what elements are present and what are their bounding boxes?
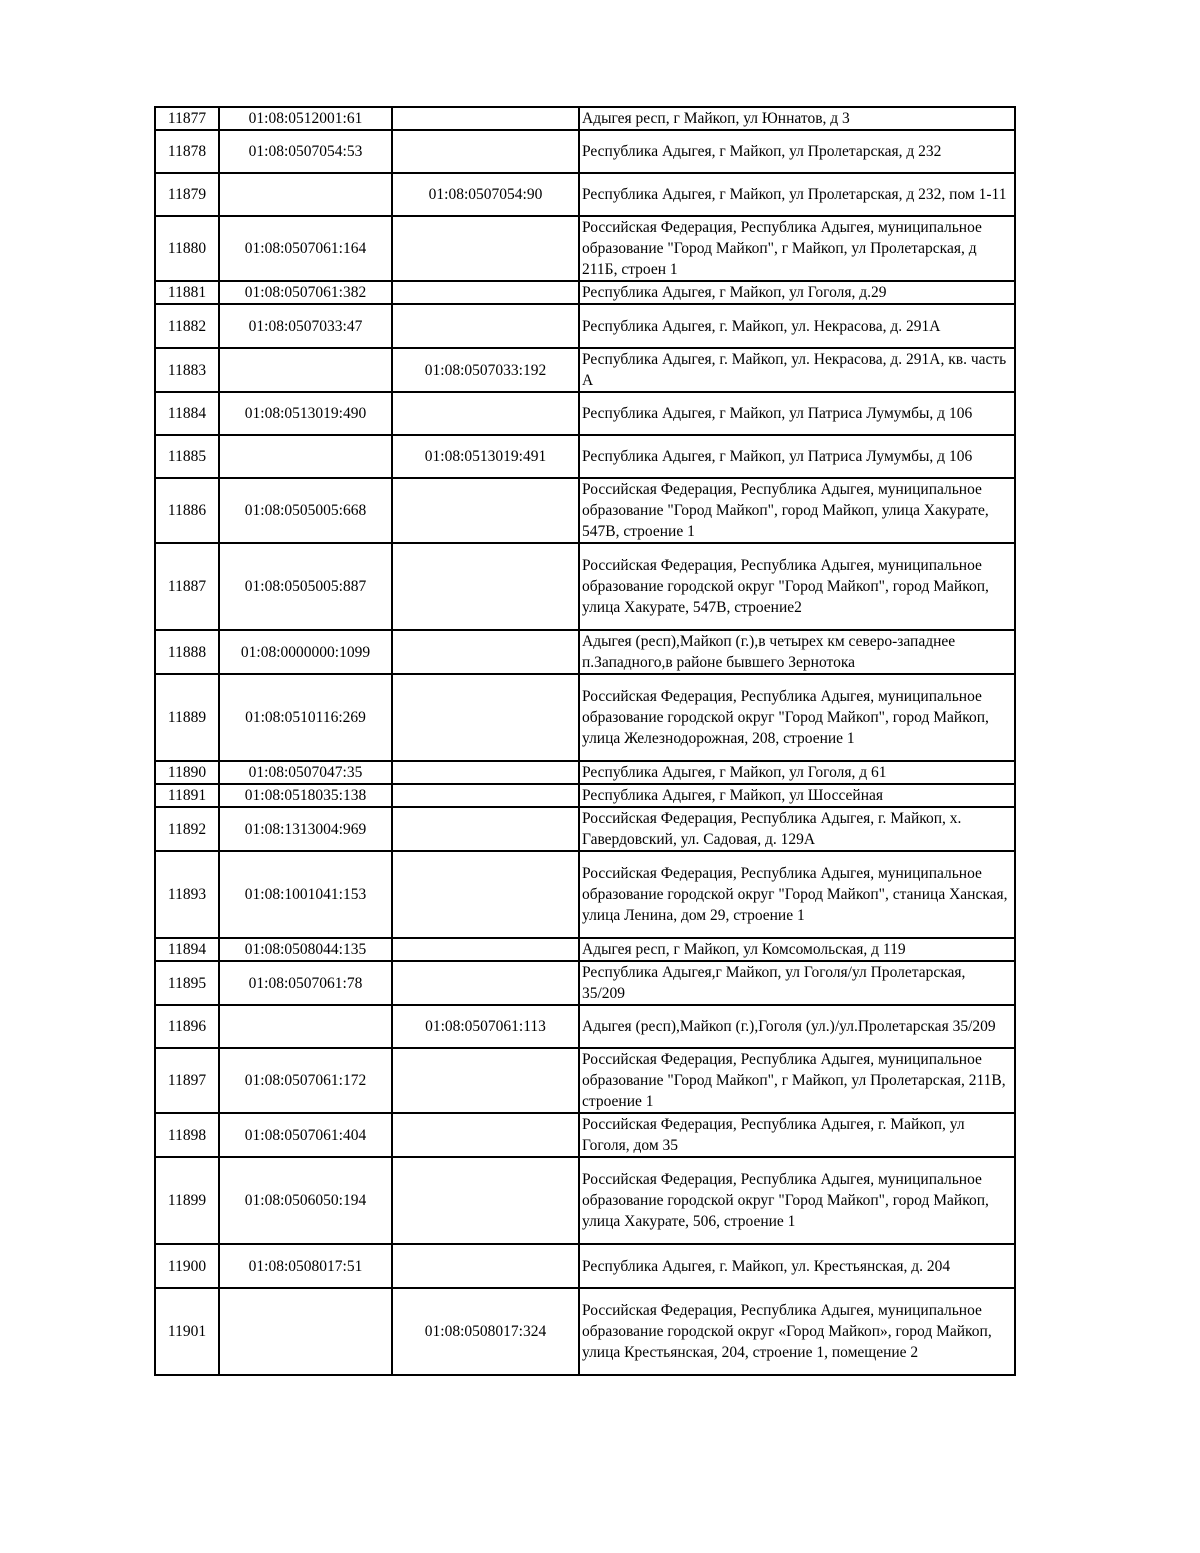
sub-cadastral-number: [392, 392, 579, 435]
cadastral-number: 01:08:0507047:35: [219, 761, 392, 784]
sub-cadastral-number: [392, 130, 579, 173]
table-row: [155, 784, 1015, 807]
table-row: [155, 674, 1015, 761]
table-row: [155, 851, 1015, 938]
cadastral-number: 01:08:0505005:887: [219, 543, 392, 630]
table-row: [155, 392, 1015, 435]
row-number: 11881: [155, 281, 219, 304]
sub-cadastral-number: 01:08:0508017:324: [392, 1288, 579, 1375]
cadastral-number: 01:08:0505005:668: [219, 478, 392, 543]
sub-cadastral-number: 01:08:0513019:491: [392, 435, 579, 478]
row-number: 11890: [155, 761, 219, 784]
row-number: 11885: [155, 435, 219, 478]
address: Российская Федерация, Республика Адыгея, муниципальное образование "Город Майкоп", город Майкоп, улица Хакурате, 547В, строение 1: [579, 478, 1015, 543]
sub-cadastral-number: [392, 304, 579, 348]
table-row: [155, 1288, 1015, 1375]
address: Адыгея респ, г Майкоп, ул Юннатов, д 3: [579, 107, 1015, 130]
table-row: [155, 807, 1015, 851]
row-number: 11901: [155, 1288, 219, 1375]
sub-cadastral-number: 01:08:0507054:90: [392, 173, 579, 216]
cadastral-number: 01:08:1313004:969: [219, 807, 392, 851]
sub-cadastral-number: 01:08:0507033:192: [392, 348, 579, 392]
address: Российская Федерация, Республика Адыгея, г. Майкоп, ул Гоголя, дом 35: [579, 1113, 1015, 1157]
cadastral-number: 01:08:0508017:51: [219, 1244, 392, 1288]
sub-cadastral-number: [392, 851, 579, 938]
cadastral-number: 01:08:1001041:153: [219, 851, 392, 938]
row-number: 11896: [155, 1005, 219, 1048]
address: Республика Адыгея, г. Майкоп, ул. Некрасова, д. 291А: [579, 304, 1015, 348]
cadastral-number: 01:08:0507061:78: [219, 961, 392, 1005]
row-number: 11900: [155, 1244, 219, 1288]
cadastral-number: 01:08:0513019:490: [219, 392, 392, 435]
sub-cadastral-number: [392, 961, 579, 1005]
cadastral-number: 01:08:0000000:1099: [219, 630, 392, 674]
table-row: [155, 961, 1015, 1005]
table-row: [155, 761, 1015, 784]
cadastral-number: [219, 348, 392, 392]
cadastral-number: 01:08:0507061:172: [219, 1048, 392, 1113]
sub-cadastral-number: [392, 784, 579, 807]
cadastral-number: [219, 1005, 392, 1048]
sub-cadastral-number: [392, 478, 579, 543]
sub-cadastral-number: 01:08:0507061:113: [392, 1005, 579, 1048]
address: Республика Адыгея, г Майкоп, ул Гоголя, д 61: [579, 761, 1015, 784]
row-number: 11891: [155, 784, 219, 807]
table-row: [155, 173, 1015, 216]
table-row: [155, 1244, 1015, 1288]
row-number: 11888: [155, 630, 219, 674]
row-number: 11887: [155, 543, 219, 630]
row-number: 11894: [155, 938, 219, 961]
address: Республика Адыгея, г Майкоп, ул Пролетарская, д 232, пом 1-11: [579, 173, 1015, 216]
address: Российская Федерация, Республика Адыгея, муниципальное образование городской округ "Город Майкоп", город Майкоп, улица Хакурате, 506, строение 1: [579, 1157, 1015, 1244]
address: Российская Федерация, Республика Адыгея, г. Майкоп, х. Гавердовский, ул. Садовая, д. 129А: [579, 807, 1015, 851]
address: Российская Федерация, Республика Адыгея, муниципальное образование городской округ "Город Майкоп", город Майкоп, улица Хакурате, 547В, строение2: [579, 543, 1015, 630]
address: Российская Федерация, Республика Адыгея, муниципальное образование "Город Майкоп", г Майкоп, ул Пролетарская, д 211Б, строен 1: [579, 216, 1015, 281]
table-row: [155, 304, 1015, 348]
table-row: [155, 130, 1015, 173]
sub-cadastral-number: [392, 1113, 579, 1157]
table-row: [155, 1157, 1015, 1244]
sub-cadastral-number: [392, 1244, 579, 1288]
table-row: [155, 348, 1015, 392]
sub-cadastral-number: [392, 1157, 579, 1244]
cadastral-number: 01:08:0508044:135: [219, 938, 392, 961]
table-row: [155, 938, 1015, 961]
sub-cadastral-number: [392, 807, 579, 851]
address: Республика Адыгея,г Майкоп, ул Гоголя/ул Пролетарская, 35/209: [579, 961, 1015, 1005]
row-number: 11880: [155, 216, 219, 281]
row-number: 11889: [155, 674, 219, 761]
sub-cadastral-number: [392, 216, 579, 281]
cadastral-number: 01:08:0507061:404: [219, 1113, 392, 1157]
cadastral-number: 01:08:0506050:194: [219, 1157, 392, 1244]
address: Российская Федерация, Республика Адыгея, муниципальное образование городской округ «Город Майкоп», город Майкоп, улица Крестьянская, 204, строение 1, помещение 2: [579, 1288, 1015, 1375]
row-number: 11893: [155, 851, 219, 938]
address: Адыгея респ, г Майкоп, ул Комсомольская, д 119: [579, 938, 1015, 961]
table-row: [155, 630, 1015, 674]
cadastral-number: 01:08:0518035:138: [219, 784, 392, 807]
row-number: 11882: [155, 304, 219, 348]
cadastral-number: 01:08:0507033:47: [219, 304, 392, 348]
row-number: 11884: [155, 392, 219, 435]
cadastral-number: [219, 435, 392, 478]
table-row: [155, 543, 1015, 630]
address: Республика Адыгея, г Майкоп, ул Гоголя, д.29: [579, 281, 1015, 304]
property-registry-table: [154, 106, 1016, 1376]
address: Адыгея (респ),Майкоп (г.),Гоголя (ул.)/ул.Пролетарская 35/209: [579, 1005, 1015, 1048]
table-row: [155, 435, 1015, 478]
cadastral-number: 01:08:0507054:53: [219, 130, 392, 173]
address: Адыгея (респ),Майкоп (г.),в четырех км северо-западнее п.Западного,в районе бывшего Зернотока: [579, 630, 1015, 674]
row-number: 11883: [155, 348, 219, 392]
address: Российская Федерация, Республика Адыгея, муниципальное образование городской округ "Город Майкоп", город Майкоп, улица Железнодорожная, 208, строение 1: [579, 674, 1015, 761]
row-number: 11877: [155, 107, 219, 130]
cadastral-number: 01:08:0507061:164: [219, 216, 392, 281]
address: Республика Адыгея, г. Майкоп, ул. Некрасова, д. 291А, кв. часть А: [579, 348, 1015, 392]
address: Республика Адыгея, г Майкоп, ул Пролетарская, д 232: [579, 130, 1015, 173]
sub-cadastral-number: [392, 107, 579, 130]
table-row: [155, 1113, 1015, 1157]
table-row: [155, 216, 1015, 281]
sub-cadastral-number: [392, 674, 579, 761]
row-number: 11879: [155, 173, 219, 216]
sub-cadastral-number: [392, 543, 579, 630]
table-row: [155, 281, 1015, 304]
cadastral-number: 01:08:0512001:61: [219, 107, 392, 130]
sub-cadastral-number: [392, 281, 579, 304]
address: Российская Федерация, Республика Адыгея, муниципальное образование "Город Майкоп", г Майкоп, ул Пролетарская, 211В, строение 1: [579, 1048, 1015, 1113]
address: Республика Адыгея, г. Майкоп, ул. Крестьянская, д. 204: [579, 1244, 1015, 1288]
row-number: 11895: [155, 961, 219, 1005]
table-row: [155, 1005, 1015, 1048]
row-number: 11878: [155, 130, 219, 173]
table-row: [155, 107, 1015, 130]
row-number: 11898: [155, 1113, 219, 1157]
address: Российская Федерация, Республика Адыгея, муниципальное образование городской округ "Город Майкоп", станица Ханская, улица Ленина, дом 29, строение 1: [579, 851, 1015, 938]
row-number: 11899: [155, 1157, 219, 1244]
sub-cadastral-number: [392, 630, 579, 674]
cadastral-number: 01:08:0507061:382: [219, 281, 392, 304]
sub-cadastral-number: [392, 761, 579, 784]
address: Республика Адыгея, г Майкоп, ул Патриса Лумумбы, д 106: [579, 435, 1015, 478]
address: Республика Адыгея, г Майкоп, ул Патриса Лумумбы, д 106: [579, 392, 1015, 435]
table-row: [155, 478, 1015, 543]
sub-cadastral-number: [392, 1048, 579, 1113]
cadastral-number: [219, 1288, 392, 1375]
table-row: [155, 1048, 1015, 1113]
sub-cadastral-number: [392, 938, 579, 961]
row-number: 11886: [155, 478, 219, 543]
row-number: 11897: [155, 1048, 219, 1113]
cadastral-number: 01:08:0510116:269: [219, 674, 392, 761]
cadastral-number: [219, 173, 392, 216]
address: Республика Адыгея, г Майкоп, ул Шоссейная: [579, 784, 1015, 807]
row-number: 11892: [155, 807, 219, 851]
